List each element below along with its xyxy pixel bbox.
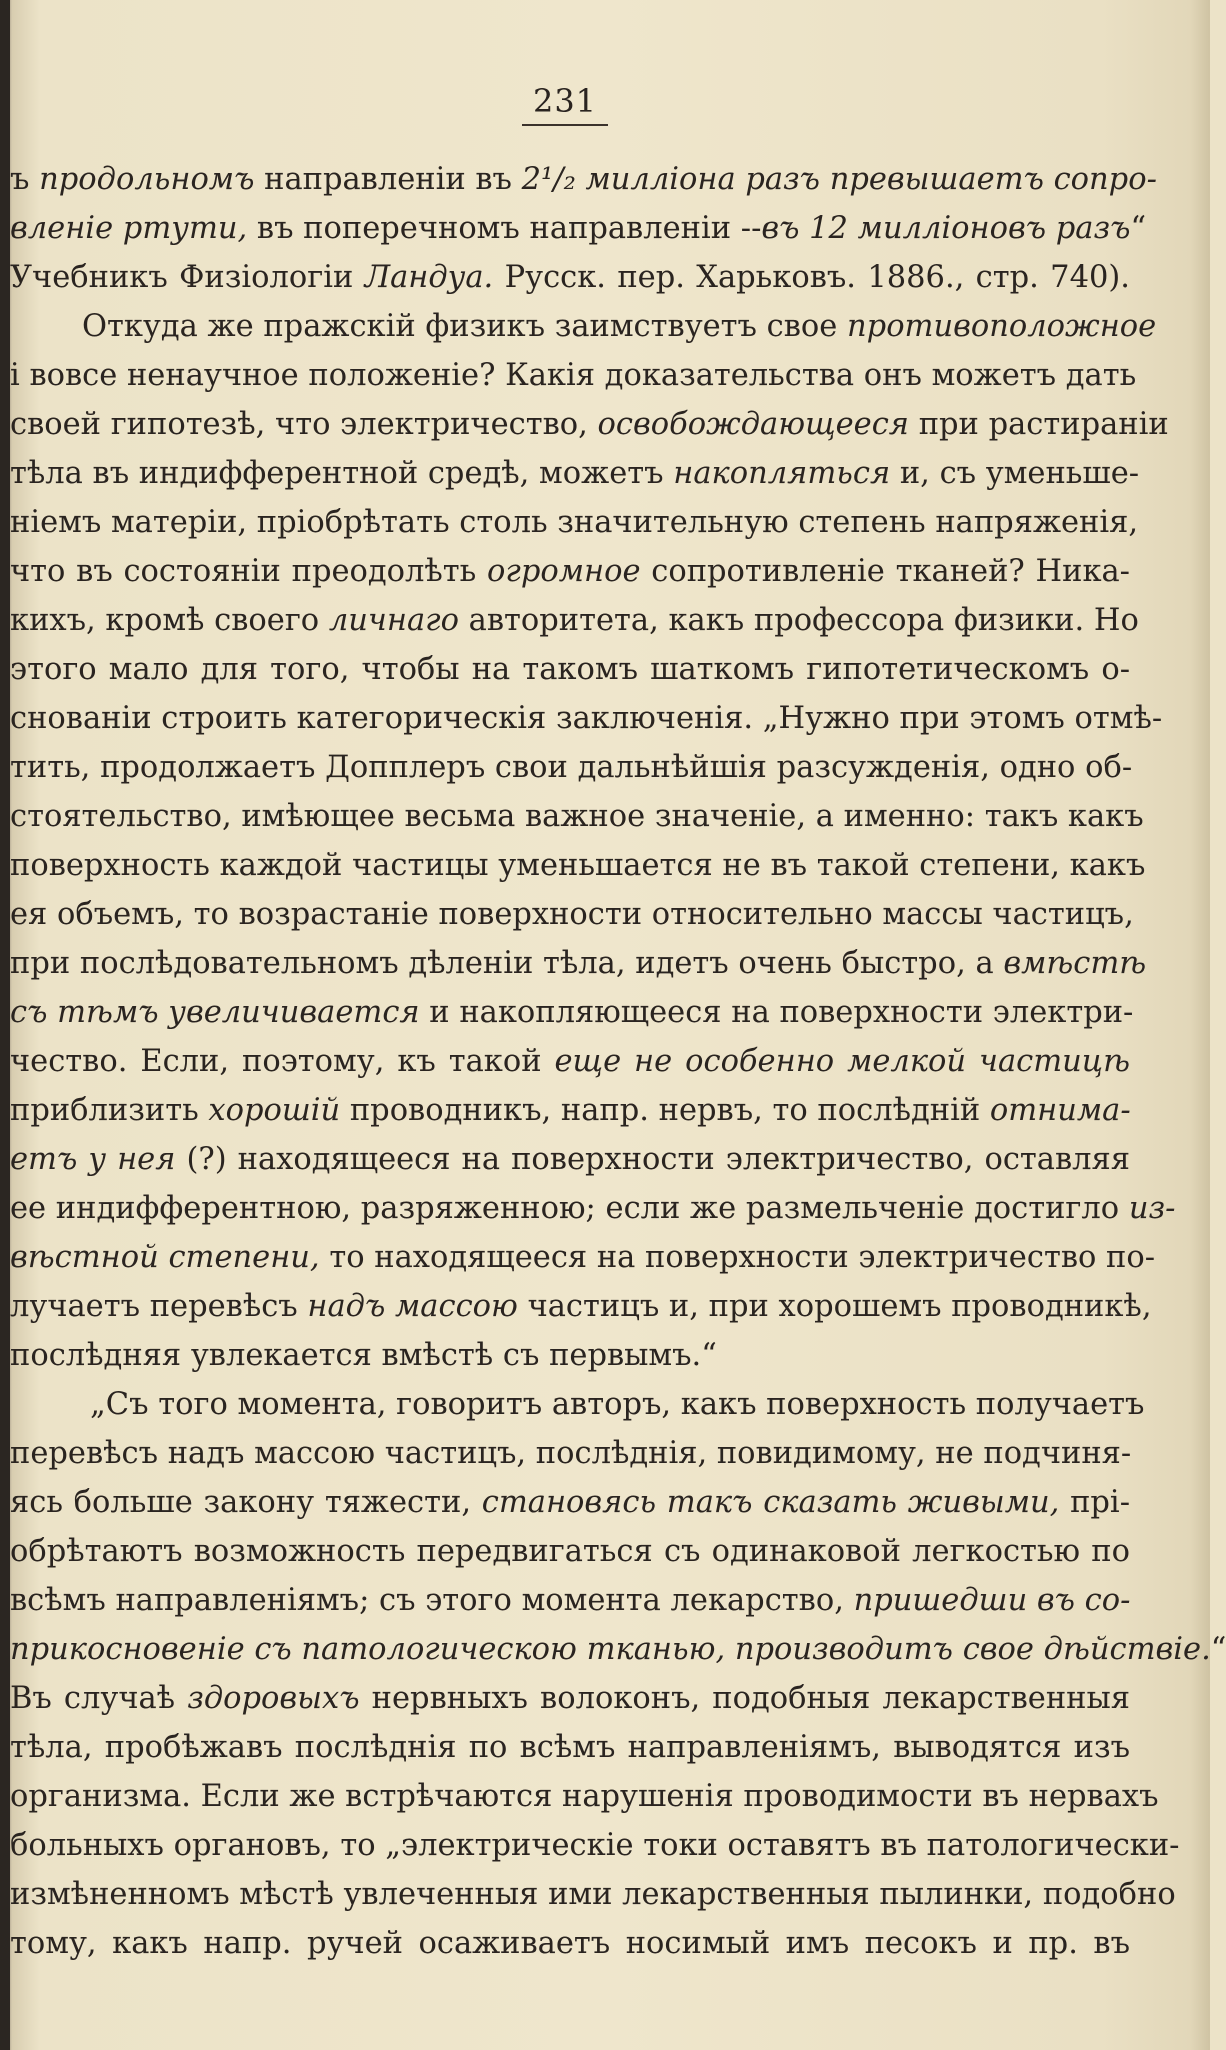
text-line <box>10 155 1157 204</box>
text-segment: больныхъ органовъ, то „электрическіе токи оставятъ въ патологически- <box>10 1828 1180 1863</box>
text-line <box>10 1478 1130 1527</box>
text-line <box>10 1429 1130 1478</box>
text-line <box>10 1919 1130 1968</box>
text-segment: нервныхъ волоконъ, подобныя лекарственныя <box>359 1681 1130 1716</box>
text-line <box>10 253 1130 302</box>
text-segment: приблизить <box>10 1093 209 1128</box>
italic-text-segment: вѣстной степени, <box>10 1240 320 1275</box>
text-segment: тѣла, пробѣжавъ послѣднія по всѣмъ направленіямъ, выводятся изъ <box>10 1730 1130 1765</box>
italic-text-segment: надъ массою <box>307 1289 518 1324</box>
text-line <box>10 1625 1226 1674</box>
text-segment: ъ <box>10 162 40 197</box>
text-segment: при послѣдовательномъ дѣленіи тѣла, идетъ очень быстро, а <box>10 946 1004 981</box>
text-line <box>10 1870 1176 1919</box>
text-segment: при растираніи <box>909 407 1169 442</box>
italic-text-segment: еще не особенно мелкой частицѣ <box>554 1044 1130 1079</box>
italic-text-segment: освобождающееся <box>597 407 909 442</box>
text-line <box>10 841 1146 890</box>
text-segment: послѣдняя увлекается вмѣстѣ съ первымъ.“ <box>10 1338 717 1373</box>
text-segment: авторитета, какъ профессора физики. Но <box>458 603 1139 638</box>
text-line <box>10 351 1137 400</box>
text-segment: (?) находящееся на поверхности электричество, оставляя <box>175 1142 1130 1177</box>
text-segment: чество. Если, поэтому, къ такой <box>10 1044 555 1079</box>
text-segment: своей гипотезѣ, что электричество, <box>10 407 598 442</box>
text-segment: организма. Если же встрѣчаются нарушенія проводимости въ нервахъ <box>10 1779 1159 1814</box>
italic-text-segment: 2¹/₂ милліона разъ превышаетъ сопро- <box>521 162 1157 197</box>
text-segment: Откуда же пражскій физикъ заимствуетъ свое <box>82 309 848 344</box>
text-line <box>10 1723 1130 1772</box>
page-number: 231 <box>532 82 598 120</box>
text-segment: „Съ того момента, говоритъ авторъ, какъ поверхность получаетъ <box>90 1387 1145 1422</box>
text-line <box>10 792 1144 841</box>
text-segment: направленіи въ <box>254 162 522 197</box>
italic-text-segment: въ 12 милліоновъ разъ <box>761 211 1131 246</box>
text-segment: этого мало для того, чтобы на такомъ шаткомъ гипотетическомъ о- <box>10 652 1130 687</box>
text-segment: стоятельство, имѣющее весьма важное значеніе, а именно: такъ какъ <box>10 799 1144 834</box>
text-segment: и накопляющееся на поверхности электри- <box>419 995 1134 1030</box>
text-line <box>10 939 1147 988</box>
text-line <box>10 890 1134 939</box>
text-line <box>10 1282 1152 1331</box>
text-line <box>10 1772 1159 1821</box>
text-segment: ея объемъ, то возрастаніе поверхности относительно массы частицъ, <box>10 897 1134 932</box>
text-segment: то находящееся на поверхности электричество по- <box>319 1240 1156 1275</box>
text-line <box>10 1086 1130 1135</box>
italic-text-segment: становясь такъ сказать живыми, <box>481 1485 1060 1520</box>
text-line <box>10 1135 1130 1184</box>
italic-text-segment: съ тѣмъ увеличивается <box>10 995 420 1030</box>
text-segment: поверхность каждой частицы уменьшается не въ такой степени, какъ <box>10 848 1146 883</box>
text-segment: “ <box>1130 211 1147 246</box>
text-segment: измѣненномъ мѣстѣ увлеченныя ими лекарственныя пылинки, подобно <box>10 1877 1176 1912</box>
text-segment: лучаетъ перевѣсъ <box>10 1289 308 1324</box>
text-segment: тить, продолжаетъ Допплеръ свои дальнѣйшія разсужденія, одно об- <box>10 750 1133 785</box>
italic-text-segment: продольномъ <box>39 162 255 197</box>
text-line <box>10 1331 1130 1380</box>
text-line <box>10 1380 1145 1429</box>
text-line <box>10 400 1169 449</box>
text-segment: Учебникъ Физіологіи <box>10 260 365 295</box>
italic-text-segment: противоположное <box>847 309 1157 344</box>
text-line <box>10 449 1140 498</box>
text-segment: ее индифферентною, разряженною; если же размельченіе достигло <box>10 1191 1129 1226</box>
text-line <box>10 743 1133 792</box>
text-segment: ніемъ матеріи, пріобрѣтать столь значительную степень напряженія, <box>10 505 1139 540</box>
book-binding-edge <box>0 0 10 2050</box>
text-line <box>10 547 1130 596</box>
text-segment: снованіи строить категорическія заключенія. „Нужно при этомъ отмѣ- <box>10 701 1163 736</box>
text-line <box>10 1184 1176 1233</box>
text-segment: и, съ уменьше- <box>890 456 1140 491</box>
text-segment: Русск. пер. Харьковъ. 1886., стр. 740). <box>493 260 1130 295</box>
italic-text-segment: личнаго <box>328 603 459 638</box>
text-segment: прі- <box>1059 1485 1130 1520</box>
italic-text-segment: пришедши въ со- <box>853 1583 1131 1618</box>
italic-text-segment: вмѣстѣ <box>1003 946 1147 981</box>
italic-text-segment: Ландуа. <box>364 260 494 295</box>
text-segment: “ <box>1210 1632 1226 1667</box>
text-line <box>10 498 1139 547</box>
italic-text-segment: накопляться <box>673 456 891 491</box>
text-segment: тѣла въ индифферентной средѣ, можетъ <box>10 456 674 491</box>
text-segment: въ поперечномъ направленіи -- <box>247 211 762 246</box>
text-line <box>10 1576 1130 1625</box>
text-segment: частицъ и, при хорошемъ проводникѣ, <box>517 1289 1152 1324</box>
text-line <box>10 204 1147 253</box>
text-line <box>10 596 1139 645</box>
text-line <box>10 302 1157 351</box>
text-segment: і вовсе ненаучное положеніе? Какія доказательства онъ можетъ дать <box>10 358 1137 393</box>
text-segment: перевѣсъ надъ массою частицъ, послѣднія, повидимому, не подчиня- <box>10 1436 1132 1471</box>
text-line <box>10 1821 1180 1870</box>
text-segment: кихъ, кромѣ своего <box>10 603 329 638</box>
text-segment: сопротивленіе тканей? Ника- <box>640 554 1130 589</box>
text-line <box>10 1527 1130 1576</box>
body-text <box>10 155 1226 1968</box>
text-line <box>10 694 1163 743</box>
italic-text-segment: огромное <box>487 554 641 589</box>
text-segment: обрѣтаютъ возможность передвигаться съ одинаковой легкостью по <box>10 1534 1130 1569</box>
italic-text-segment: хорошій <box>208 1093 341 1128</box>
text-line <box>10 1037 1130 1086</box>
text-segment: что въ состояніи преодолѣть <box>10 554 488 589</box>
italic-text-segment: отнима- <box>989 1093 1131 1128</box>
italic-text-segment: вленіе ртути, <box>10 211 248 246</box>
page-number-rule <box>522 124 608 126</box>
text-line <box>10 1233 1156 1282</box>
text-line <box>10 988 1134 1037</box>
italic-text-segment: из- <box>1128 1191 1176 1226</box>
text-segment: ясь больше закону тяжести, <box>10 1485 482 1520</box>
text-segment: тому, какъ напр. ручей осаживаетъ носимый имъ песокъ и пр. въ <box>10 1926 1130 1961</box>
italic-text-segment: етъ у нея <box>10 1142 176 1177</box>
text-line <box>10 1674 1130 1723</box>
text-segment: всѣмъ направленіямъ; съ этого момента лекарство, <box>10 1583 854 1618</box>
text-segment: проводникъ, напр. нервъ, то послѣдній <box>340 1093 990 1128</box>
text-line <box>10 645 1130 694</box>
italic-text-segment: здоровыхъ <box>187 1681 360 1716</box>
italic-text-segment: прикосновеніе съ патологическою тканью, производитъ свое дѣйствіе. <box>10 1632 1211 1667</box>
text-segment: Въ случаѣ <box>10 1681 188 1716</box>
